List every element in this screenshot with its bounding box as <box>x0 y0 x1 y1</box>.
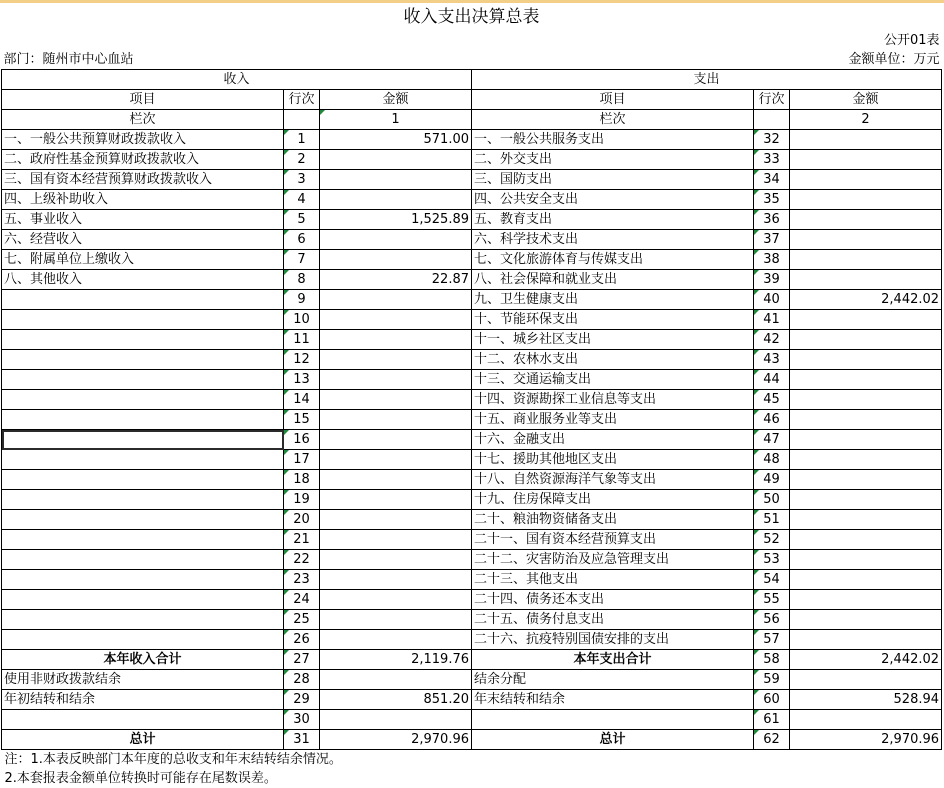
expense-item-cell[interactable]: 十四、资源勘探工业信息等支出 <box>472 390 754 410</box>
expense-amount-cell[interactable] <box>790 430 942 450</box>
note-row <box>2 750 942 770</box>
expense-item-cell[interactable]: 四、公共安全支出 <box>472 190 754 210</box>
expense-row-no-cell[interactable]: 37 <box>754 230 790 250</box>
expense-amount-cell[interactable] <box>790 550 942 570</box>
table-row <box>2 210 942 230</box>
table-row <box>2 730 942 750</box>
income-item-cell[interactable] <box>2 710 284 730</box>
expense-amount-cell[interactable] <box>790 510 942 530</box>
income-column-label[interactable]: 栏次 <box>2 110 284 130</box>
income-row-no-cell[interactable]: 13 <box>284 370 320 390</box>
income-row-no-cell[interactable]: 22 <box>284 550 320 570</box>
income-amount-cell[interactable] <box>320 550 472 570</box>
income-row-no-cell[interactable]: 6 <box>284 230 320 250</box>
income-item-cell[interactable] <box>2 550 284 570</box>
expense-item-cell[interactable]: 十、节能环保支出 <box>472 310 754 330</box>
expense-item-cell[interactable]: 总计 <box>472 730 754 750</box>
table-row <box>2 670 942 690</box>
expense-item-cell[interactable]: 十六、金融支出 <box>472 430 754 450</box>
income-row-no-header[interactable]: 行次 <box>284 90 320 110</box>
income-item-cell[interactable] <box>2 350 284 370</box>
expense-amount-cell[interactable] <box>790 310 942 330</box>
income-row-no-cell[interactable]: 5 <box>284 210 320 230</box>
expense-amount-cell[interactable] <box>790 390 942 410</box>
expense-column-blank[interactable] <box>754 110 790 130</box>
income-row-no-cell[interactable]: 11 <box>284 330 320 350</box>
expense-row-no-cell[interactable]: 46 <box>754 410 790 430</box>
income-amount-cell[interactable] <box>320 530 472 550</box>
table-row <box>2 550 942 570</box>
income-item-cell[interactable]: 二、政府性基金预算财政拨款收入 <box>2 150 284 170</box>
column-header-row <box>2 90 942 110</box>
expense-item-cell[interactable]: 二、外交支出 <box>472 150 754 170</box>
department-label: 部门：随州市中心血站 <box>3 52 134 67</box>
expense-header[interactable]: 支出 <box>472 70 942 90</box>
income-row-no-cell[interactable]: 26 <box>284 630 320 650</box>
income-amount-cell[interactable] <box>320 330 472 350</box>
expense-item-cell[interactable]: 年末结转和结余 <box>472 690 754 710</box>
income-item-cell[interactable] <box>2 290 284 310</box>
form-code-row <box>2 31 942 50</box>
income-item-cell[interactable] <box>2 570 284 590</box>
income-amount-cell[interactable] <box>320 350 472 370</box>
expense-amount-cell[interactable] <box>790 250 942 270</box>
income-row-no-cell[interactable]: 16 <box>284 430 320 450</box>
table-row <box>2 350 942 370</box>
income-item-header[interactable]: 项目 <box>2 90 284 110</box>
expense-item-cell[interactable]: 十二、农林水支出 <box>472 350 754 370</box>
spreadsheet <box>1 4 942 788</box>
expense-amount-cell[interactable] <box>790 570 942 590</box>
expense-item-cell[interactable]: 十一、城乡社区支出 <box>472 330 754 350</box>
expense-amount-cell[interactable]: 2,970.96 <box>790 730 942 750</box>
expense-row-no-cell[interactable]: 50 <box>754 490 790 510</box>
expense-item-cell[interactable]: 结余分配 <box>472 670 754 690</box>
income-item-cell[interactable] <box>2 530 284 550</box>
income-item-cell[interactable]: 使用非财政拨款结余 <box>2 670 284 690</box>
table-row <box>2 690 942 710</box>
income-row-no-cell[interactable]: 23 <box>284 570 320 590</box>
expense-amount-cell[interactable] <box>790 590 942 610</box>
income-item-cell[interactable] <box>2 390 284 410</box>
expense-row-no-cell[interactable]: 51 <box>754 510 790 530</box>
income-amount-cell[interactable] <box>320 610 472 630</box>
income-row-no-cell[interactable]: 21 <box>284 530 320 550</box>
expense-column-label[interactable]: 栏次 <box>472 110 754 130</box>
income-amount-cell[interactable] <box>320 710 472 730</box>
expense-row-no-cell[interactable]: 61 <box>754 710 790 730</box>
expense-item-cell[interactable]: 二十一、国有资本经营预算支出 <box>472 530 754 550</box>
income-row-no-cell[interactable]: 25 <box>284 610 320 630</box>
table-row <box>2 470 942 490</box>
table-row <box>2 190 942 210</box>
table-row <box>2 490 942 510</box>
income-item-cell[interactable] <box>2 610 284 630</box>
expense-row-no-cell[interactable]: 57 <box>754 630 790 650</box>
income-row-no-cell[interactable]: 29 <box>284 690 320 710</box>
income-amount-cell[interactable] <box>320 470 472 490</box>
table-row <box>2 530 942 550</box>
income-amount-cell[interactable] <box>320 370 472 390</box>
expense-item-cell[interactable]: 五、教育支出 <box>472 210 754 230</box>
expense-item-cell[interactable]: 一、一般公共服务支出 <box>472 130 754 150</box>
income-row-no-cell[interactable]: 19 <box>284 490 320 510</box>
table-row <box>2 290 942 310</box>
income-amount-cell[interactable]: 571.00 <box>320 130 472 150</box>
income-amount-cell[interactable] <box>320 430 472 450</box>
income-amount-cell[interactable] <box>320 590 472 610</box>
expense-row-no-cell[interactable]: 35 <box>754 190 790 210</box>
expense-item-cell[interactable]: 二十三、其他支出 <box>472 570 754 590</box>
table-row <box>2 310 942 330</box>
expense-row-no-cell[interactable]: 48 <box>754 450 790 470</box>
expense-amount-cell[interactable] <box>790 410 942 430</box>
table-row <box>2 510 942 530</box>
table-row <box>2 370 942 390</box>
income-row-no-cell[interactable]: 15 <box>284 410 320 430</box>
note-row <box>2 769 942 788</box>
expense-item-cell[interactable]: 十五、商业服务业等支出 <box>472 410 754 430</box>
income-item-cell[interactable] <box>2 430 284 450</box>
expense-amount-cell[interactable] <box>790 470 942 490</box>
income-amount-cell[interactable] <box>320 630 472 650</box>
income-item-cell[interactable]: 总计 <box>2 730 284 750</box>
expense-amount-cell[interactable] <box>790 150 942 170</box>
expense-row-no-cell[interactable]: 44 <box>754 370 790 390</box>
income-item-cell[interactable]: 八、其他收入 <box>2 270 284 290</box>
table-row <box>2 270 942 290</box>
column-index-row <box>2 110 942 130</box>
expense-item-cell[interactable]: 十九、住房保障支出 <box>472 490 754 510</box>
income-amount-cell[interactable]: 851.20 <box>320 690 472 710</box>
table-row <box>2 330 942 350</box>
income-amount-header[interactable]: 金额 <box>320 90 472 110</box>
table-row <box>2 150 942 170</box>
income-header[interactable]: 收入 <box>2 70 472 90</box>
page-title: 收入支出决算总表 <box>403 7 540 27</box>
income-amount-cell[interactable] <box>320 410 472 430</box>
expense-amount-cell[interactable] <box>790 170 942 190</box>
income-amount-cell[interactable] <box>320 490 472 510</box>
expense-amount-cell[interactable] <box>790 230 942 250</box>
income-item-cell[interactable] <box>2 470 284 490</box>
table-row <box>2 570 942 590</box>
income-amount-cell[interactable] <box>320 230 472 250</box>
title-row <box>2 4 942 31</box>
note-text: 2.本套报表金额单位转换时可能存在尾数误差。 <box>4 771 277 786</box>
income-item-cell[interactable]: 六、经营收入 <box>2 230 284 250</box>
table-row <box>2 630 942 650</box>
table-row <box>2 610 942 630</box>
table-row <box>2 450 942 470</box>
table-row <box>2 590 942 610</box>
department-row <box>2 50 942 70</box>
income-row-no-cell[interactable]: 31 <box>284 730 320 750</box>
expense-amount-cell[interactable] <box>790 450 942 470</box>
expense-amount-cell[interactable]: 528.94 <box>790 690 942 710</box>
note-text: 注：1.本表反映部门本年度的总收支和年末结转结余情况。 <box>4 752 342 767</box>
income-row-no-cell[interactable]: 14 <box>284 390 320 410</box>
table-row <box>2 410 942 430</box>
expense-row-no-cell[interactable]: 60 <box>754 690 790 710</box>
income-amount-cell[interactable] <box>320 190 472 210</box>
income-amount-cell[interactable] <box>320 390 472 410</box>
expense-item-cell[interactable]: 本年支出合计 <box>472 650 754 670</box>
income-item-cell[interactable] <box>2 330 284 350</box>
income-amount-cell[interactable] <box>320 670 472 690</box>
expense-row-no-cell[interactable]: 55 <box>754 590 790 610</box>
expense-row-no-cell[interactable]: 43 <box>754 350 790 370</box>
unit-label: 金额单位：万元 <box>848 52 940 67</box>
expense-row-no-cell[interactable]: 62 <box>754 730 790 750</box>
table-row <box>2 430 942 450</box>
expense-amount-cell[interactable] <box>790 350 942 370</box>
window-top-strip <box>0 0 944 3</box>
expense-row-no-cell[interactable]: 41 <box>754 310 790 330</box>
expense-amount-cell[interactable] <box>790 630 942 650</box>
income-item-cell[interactable] <box>2 370 284 390</box>
table-row <box>2 390 942 410</box>
expense-amount-cell[interactable] <box>790 670 942 690</box>
expense-amount-cell[interactable] <box>790 710 942 730</box>
expense-amount-cell[interactable] <box>790 330 942 350</box>
expense-row-no-cell[interactable]: 53 <box>754 550 790 570</box>
income-item-cell[interactable] <box>2 490 284 510</box>
table-row <box>2 230 942 250</box>
expense-item-cell[interactable]: 二十、粮油物资储备支出 <box>472 510 754 530</box>
expense-amount-cell[interactable] <box>790 490 942 510</box>
expense-row-no-cell[interactable]: 56 <box>754 610 790 630</box>
expense-row-no-cell[interactable]: 34 <box>754 170 790 190</box>
income-row-no-cell[interactable]: 1 <box>284 130 320 150</box>
table-row <box>2 710 942 730</box>
income-row-no-cell[interactable]: 24 <box>284 590 320 610</box>
expense-item-cell[interactable]: 六、科学技术支出 <box>472 230 754 250</box>
income-item-cell[interactable] <box>2 590 284 610</box>
income-column-blank[interactable] <box>284 110 320 130</box>
income-item-cell[interactable]: 四、上级补助收入 <box>2 190 284 210</box>
expense-item-cell[interactable]: 二十六、抗疫特别国债安排的支出 <box>472 630 754 650</box>
income-row-no-cell[interactable]: 9 <box>284 290 320 310</box>
section-header-row <box>2 70 942 90</box>
income-item-cell[interactable] <box>2 510 284 530</box>
income-item-cell[interactable] <box>2 310 284 330</box>
expense-amount-cell[interactable] <box>790 530 942 550</box>
expense-row-no-cell[interactable]: 33 <box>754 150 790 170</box>
expense-item-cell[interactable]: 七、文化旅游体育与传媒支出 <box>472 250 754 270</box>
expense-item-cell[interactable]: 二十五、债务付息支出 <box>472 610 754 630</box>
income-column-number[interactable]: 1 <box>320 110 472 130</box>
income-item-cell[interactable] <box>2 450 284 470</box>
expense-row-no-header[interactable]: 行次 <box>754 90 790 110</box>
income-row-no-cell[interactable]: 10 <box>284 310 320 330</box>
expense-item-cell[interactable]: 三、国防支出 <box>472 170 754 190</box>
expense-row-no-cell[interactable]: 36 <box>754 210 790 230</box>
income-amount-cell[interactable] <box>320 510 472 530</box>
expense-amount-cell[interactable] <box>790 610 942 630</box>
income-item-cell[interactable]: 七、附属单位上缴收入 <box>2 250 284 270</box>
income-row-no-cell[interactable]: 4 <box>284 190 320 210</box>
income-amount-cell[interactable]: 1,525.89 <box>320 210 472 230</box>
expense-row-no-cell[interactable]: 38 <box>754 250 790 270</box>
income-row-no-cell[interactable]: 3 <box>284 170 320 190</box>
income-item-cell[interactable]: 年初结转和结余 <box>2 690 284 710</box>
income-row-no-cell[interactable]: 27 <box>284 650 320 670</box>
income-item-cell[interactable] <box>2 410 284 430</box>
income-row-no-cell[interactable]: 18 <box>284 470 320 490</box>
expense-amount-header[interactable]: 金额 <box>790 90 942 110</box>
expense-amount-cell[interactable] <box>790 270 942 290</box>
expense-column-number[interactable]: 2 <box>790 110 942 130</box>
expense-item-cell[interactable]: 十三、交通运输支出 <box>472 370 754 390</box>
expense-row-no-cell[interactable]: 59 <box>754 670 790 690</box>
income-amount-cell[interactable]: 22.87 <box>320 270 472 290</box>
expense-item-cell[interactable]: 八、社会保障和就业支出 <box>472 270 754 290</box>
expense-item-cell[interactable] <box>472 710 754 730</box>
expense-amount-cell[interactable] <box>790 210 942 230</box>
income-item-cell[interactable]: 三、国有资本经营预算财政拨款收入 <box>2 170 284 190</box>
expense-amount-cell[interactable]: 2,442.02 <box>790 290 942 310</box>
income-amount-cell[interactable] <box>320 450 472 470</box>
expense-row-no-cell[interactable]: 42 <box>754 330 790 350</box>
income-amount-cell[interactable]: 2,970.96 <box>320 730 472 750</box>
expense-amount-cell[interactable] <box>790 370 942 390</box>
expense-row-no-cell[interactable]: 45 <box>754 390 790 410</box>
expense-item-cell[interactable]: 二十二、灾害防治及应急管理支出 <box>472 550 754 570</box>
income-amount-cell[interactable] <box>320 250 472 270</box>
income-amount-cell[interactable] <box>320 570 472 590</box>
income-row-no-cell[interactable]: 2 <box>284 150 320 170</box>
table-row <box>2 170 942 190</box>
income-amount-cell[interactable] <box>320 150 472 170</box>
income-amount-cell[interactable] <box>320 310 472 330</box>
expense-item-cell[interactable]: 十八、自然资源海洋气象等支出 <box>472 470 754 490</box>
income-item-cell[interactable]: 一、一般公共预算财政拨款收入 <box>2 130 284 150</box>
income-row-no-cell[interactable]: 30 <box>284 710 320 730</box>
table-row <box>2 250 942 270</box>
income-row-no-cell[interactable]: 20 <box>284 510 320 530</box>
expense-item-cell[interactable]: 十七、援助其他地区支出 <box>472 450 754 470</box>
income-item-cell[interactable]: 五、事业收入 <box>2 210 284 230</box>
income-row-no-cell[interactable]: 7 <box>284 250 320 270</box>
expense-row-no-cell[interactable]: 47 <box>754 430 790 450</box>
form-code: 公开01表 <box>883 33 940 48</box>
expense-row-no-cell[interactable]: 32 <box>754 130 790 150</box>
income-row-no-cell[interactable]: 17 <box>284 450 320 470</box>
income-row-no-cell[interactable]: 28 <box>284 670 320 690</box>
expense-item-cell[interactable]: 二十四、债务还本支出 <box>472 590 754 610</box>
table-row <box>2 130 942 150</box>
income-amount-cell[interactable]: 2,119.76 <box>320 650 472 670</box>
income-amount-cell[interactable] <box>320 290 472 310</box>
expense-item-cell[interactable]: 九、卫生健康支出 <box>472 290 754 310</box>
income-row-no-cell[interactable]: 8 <box>284 270 320 290</box>
expense-item-header[interactable]: 项目 <box>472 90 754 110</box>
expense-row-no-cell[interactable]: 49 <box>754 470 790 490</box>
income-item-cell[interactable] <box>2 630 284 650</box>
income-amount-cell[interactable] <box>320 170 472 190</box>
expense-row-no-cell[interactable]: 52 <box>754 530 790 550</box>
expense-amount-cell[interactable] <box>790 130 942 150</box>
expense-amount-cell[interactable]: 2,442.02 <box>790 650 942 670</box>
expense-row-no-cell[interactable]: 39 <box>754 270 790 290</box>
expense-row-no-cell[interactable]: 58 <box>754 650 790 670</box>
expense-row-no-cell[interactable]: 54 <box>754 570 790 590</box>
income-item-cell[interactable]: 本年收入合计 <box>2 650 284 670</box>
expense-amount-cell[interactable] <box>790 190 942 210</box>
expense-row-no-cell[interactable]: 40 <box>754 290 790 310</box>
table-row <box>2 650 942 670</box>
income-row-no-cell[interactable]: 12 <box>284 350 320 370</box>
